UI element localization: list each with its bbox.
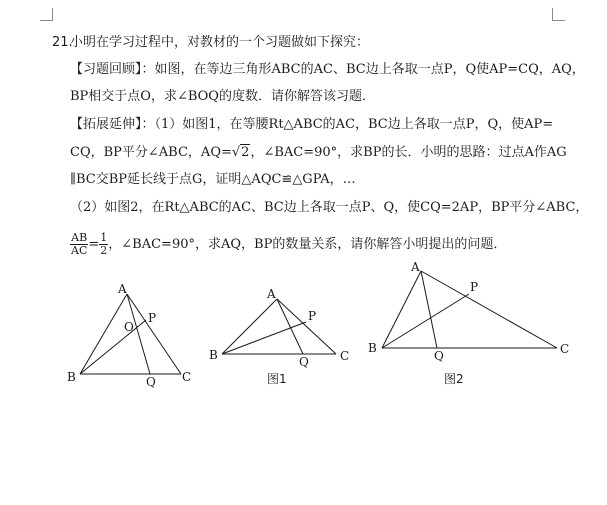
label-c: C	[560, 342, 570, 356]
sqrt-radicand: 2	[241, 145, 250, 160]
part2-text-b: ，∠BAC=90°，求AQ，BP的数量关系，请你解答小明提出的问题．	[108, 237, 507, 252]
review-text-line2: BP相交于点O，求∠BOQ的度数．请你解答该习题．	[70, 89, 375, 104]
extension-text-line3: ∥BC交BP延长线于点G，证明△AQC≌△GPA，…	[70, 172, 356, 187]
label-p: P	[470, 280, 479, 294]
equals-sign: =	[88, 237, 100, 252]
label-a: A	[118, 282, 127, 296]
problem-intro: 小明在学习过程中，对教材的一个习题做如下探究：	[70, 35, 370, 50]
label-b: B	[368, 341, 377, 355]
fraction-numerator: AB	[71, 231, 88, 244]
question-number: 21.	[52, 35, 73, 50]
label-a: A	[411, 260, 420, 274]
segment-aq	[277, 299, 303, 354]
extension-text-b: ，∠BAC=90°，求BP的长．小明的思路：过点A作AG	[250, 145, 567, 160]
figure-equilateral	[67, 282, 191, 389]
figure-1	[209, 287, 349, 369]
segment-aq	[127, 294, 150, 374]
side-ac	[421, 271, 557, 348]
fraction-numerator: 1	[100, 231, 108, 244]
segment-aq	[421, 271, 437, 348]
label-a: A	[267, 287, 276, 301]
review-text-line1: 【习题回顾】：如图，在等边三角形ABC的AC、BC边上各取一点P，Q使AP=CQ，AQ，	[70, 62, 585, 77]
label-q: Q	[299, 355, 309, 369]
side-ab	[80, 294, 127, 374]
figure-1-caption: 图1	[267, 372, 287, 386]
fraction-denominator: 2	[100, 244, 108, 257]
extension-text-line1: 【拓展延伸】：（1）如图1，在等腰Rt△ABC的AC，BC边上各取一点P，Q，使AP=	[70, 117, 554, 132]
side-ab	[222, 299, 277, 354]
figure-2-caption: 图2	[444, 372, 464, 386]
segment-bp	[222, 322, 306, 354]
extension-text-a: CQ，BP平分∠ABC，AQ=	[70, 145, 232, 160]
label-c: C	[182, 370, 192, 384]
segment-bp	[382, 294, 469, 348]
label-b: B	[209, 348, 218, 362]
label-p: P	[308, 309, 317, 323]
label-p: P	[148, 311, 157, 325]
label-q: Q	[434, 349, 444, 363]
fraction-denominator: AC	[71, 244, 88, 257]
label-q: Q	[146, 375, 156, 389]
sqrt-expression: √2	[231, 145, 250, 160]
label-b: B	[67, 370, 76, 384]
side-ac	[277, 299, 336, 354]
label-c: C	[340, 349, 350, 363]
figure-2	[368, 260, 569, 363]
label-o: O	[124, 320, 134, 334]
part2-text-line1: （2）如图2，在Rt△ABC的AC、BC边上各取一点P、Q，使CQ=2AP，BP平分∠ABC，	[70, 200, 589, 215]
side-ac	[127, 294, 181, 374]
segment-bp	[80, 320, 146, 374]
